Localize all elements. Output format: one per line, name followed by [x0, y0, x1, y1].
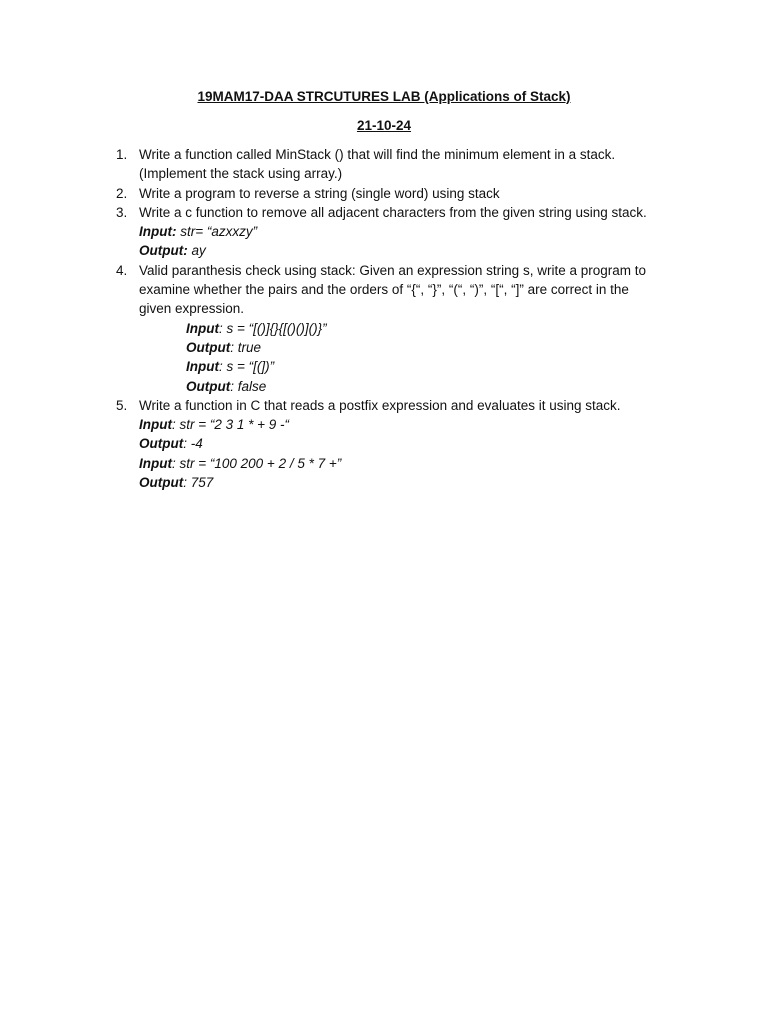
item-text: (Implement the stack using array.): [139, 166, 343, 182]
input-label: Input: [139, 455, 172, 471]
input-label: Input: [186, 320, 219, 336]
input-label: Input: [186, 359, 219, 375]
example-output: [0, 241, 768, 260]
page-title: 19MAM17-DAA STRCUTURES LAB (Applications of Stack): [197, 89, 571, 104]
example-output: [0, 473, 768, 492]
document-date: 21-10-24: [356, 118, 412, 133]
list-item-5: [0, 396, 768, 415]
output-value: : true: [230, 339, 261, 355]
input-value: : str = “2 3 1 * + 9 -“: [172, 417, 290, 433]
item-text: given expression.: [139, 301, 245, 317]
output-label: Output: [139, 475, 184, 491]
item-number: 1.: [116, 147, 128, 162]
item-number: 2.: [116, 185, 128, 201]
example-output: [0, 338, 768, 357]
item-text: Write a c function to remove all adjacent characters from the given string using stack.: [139, 204, 647, 220]
item-text: Write a program to reverse a string (single word) using stack: [139, 185, 500, 201]
example-input: [0, 357, 768, 376]
input-value: : str = “100 200 + 2 / 5 * 7 +”: [172, 455, 342, 471]
example-input: [0, 454, 768, 473]
input-value: : s = “[(])”: [219, 359, 275, 375]
list-item-4: [0, 261, 768, 280]
input-value: : s = “[()]{}{[()()]()}”: [219, 320, 327, 336]
item-number: 4.: [116, 262, 128, 278]
list-item-2: [0, 184, 768, 203]
example-input: [0, 415, 768, 434]
output-label: Output: [186, 339, 231, 355]
output-value: ay: [187, 243, 206, 259]
item-text: examine whether the pairs and the orders of “{“, “}”, “(“, “)”, “[“, “]” are correct in the: [139, 282, 629, 298]
item-number: 5.: [116, 397, 128, 413]
item-number: 3.: [116, 204, 128, 220]
input-label: Input: [139, 417, 172, 433]
example-input: [0, 222, 768, 241]
example-input: [0, 319, 768, 338]
output-value: : 757: [183, 475, 214, 491]
output-label: Output: [139, 436, 184, 452]
question-list: [0, 145, 768, 492]
item-text: Valid paranthesis check using stack: Given an expression string s, write a program to: [139, 262, 646, 278]
item-text: Write a function called MinStack () that will find the minimum element in a stack.: [139, 147, 616, 162]
item-text: Write a function in C that reads a postfix expression and evaluates it using stack.: [139, 397, 621, 413]
output-label: Output:: [139, 243, 188, 259]
input-label: Input:: [139, 224, 177, 240]
output-value: : false: [230, 378, 267, 394]
list-item-4-continuation: [0, 299, 768, 318]
list-item-4-continuation: [0, 280, 768, 299]
output-value: : -4: [183, 436, 203, 452]
list-item-1: [0, 145, 768, 164]
input-value: str= “azxxzy”: [176, 224, 258, 240]
example-output: [0, 377, 768, 396]
example-output: [0, 434, 768, 453]
output-label: Output: [186, 378, 231, 394]
list-item-3: [0, 203, 768, 222]
list-item-1-continuation: [0, 164, 768, 183]
